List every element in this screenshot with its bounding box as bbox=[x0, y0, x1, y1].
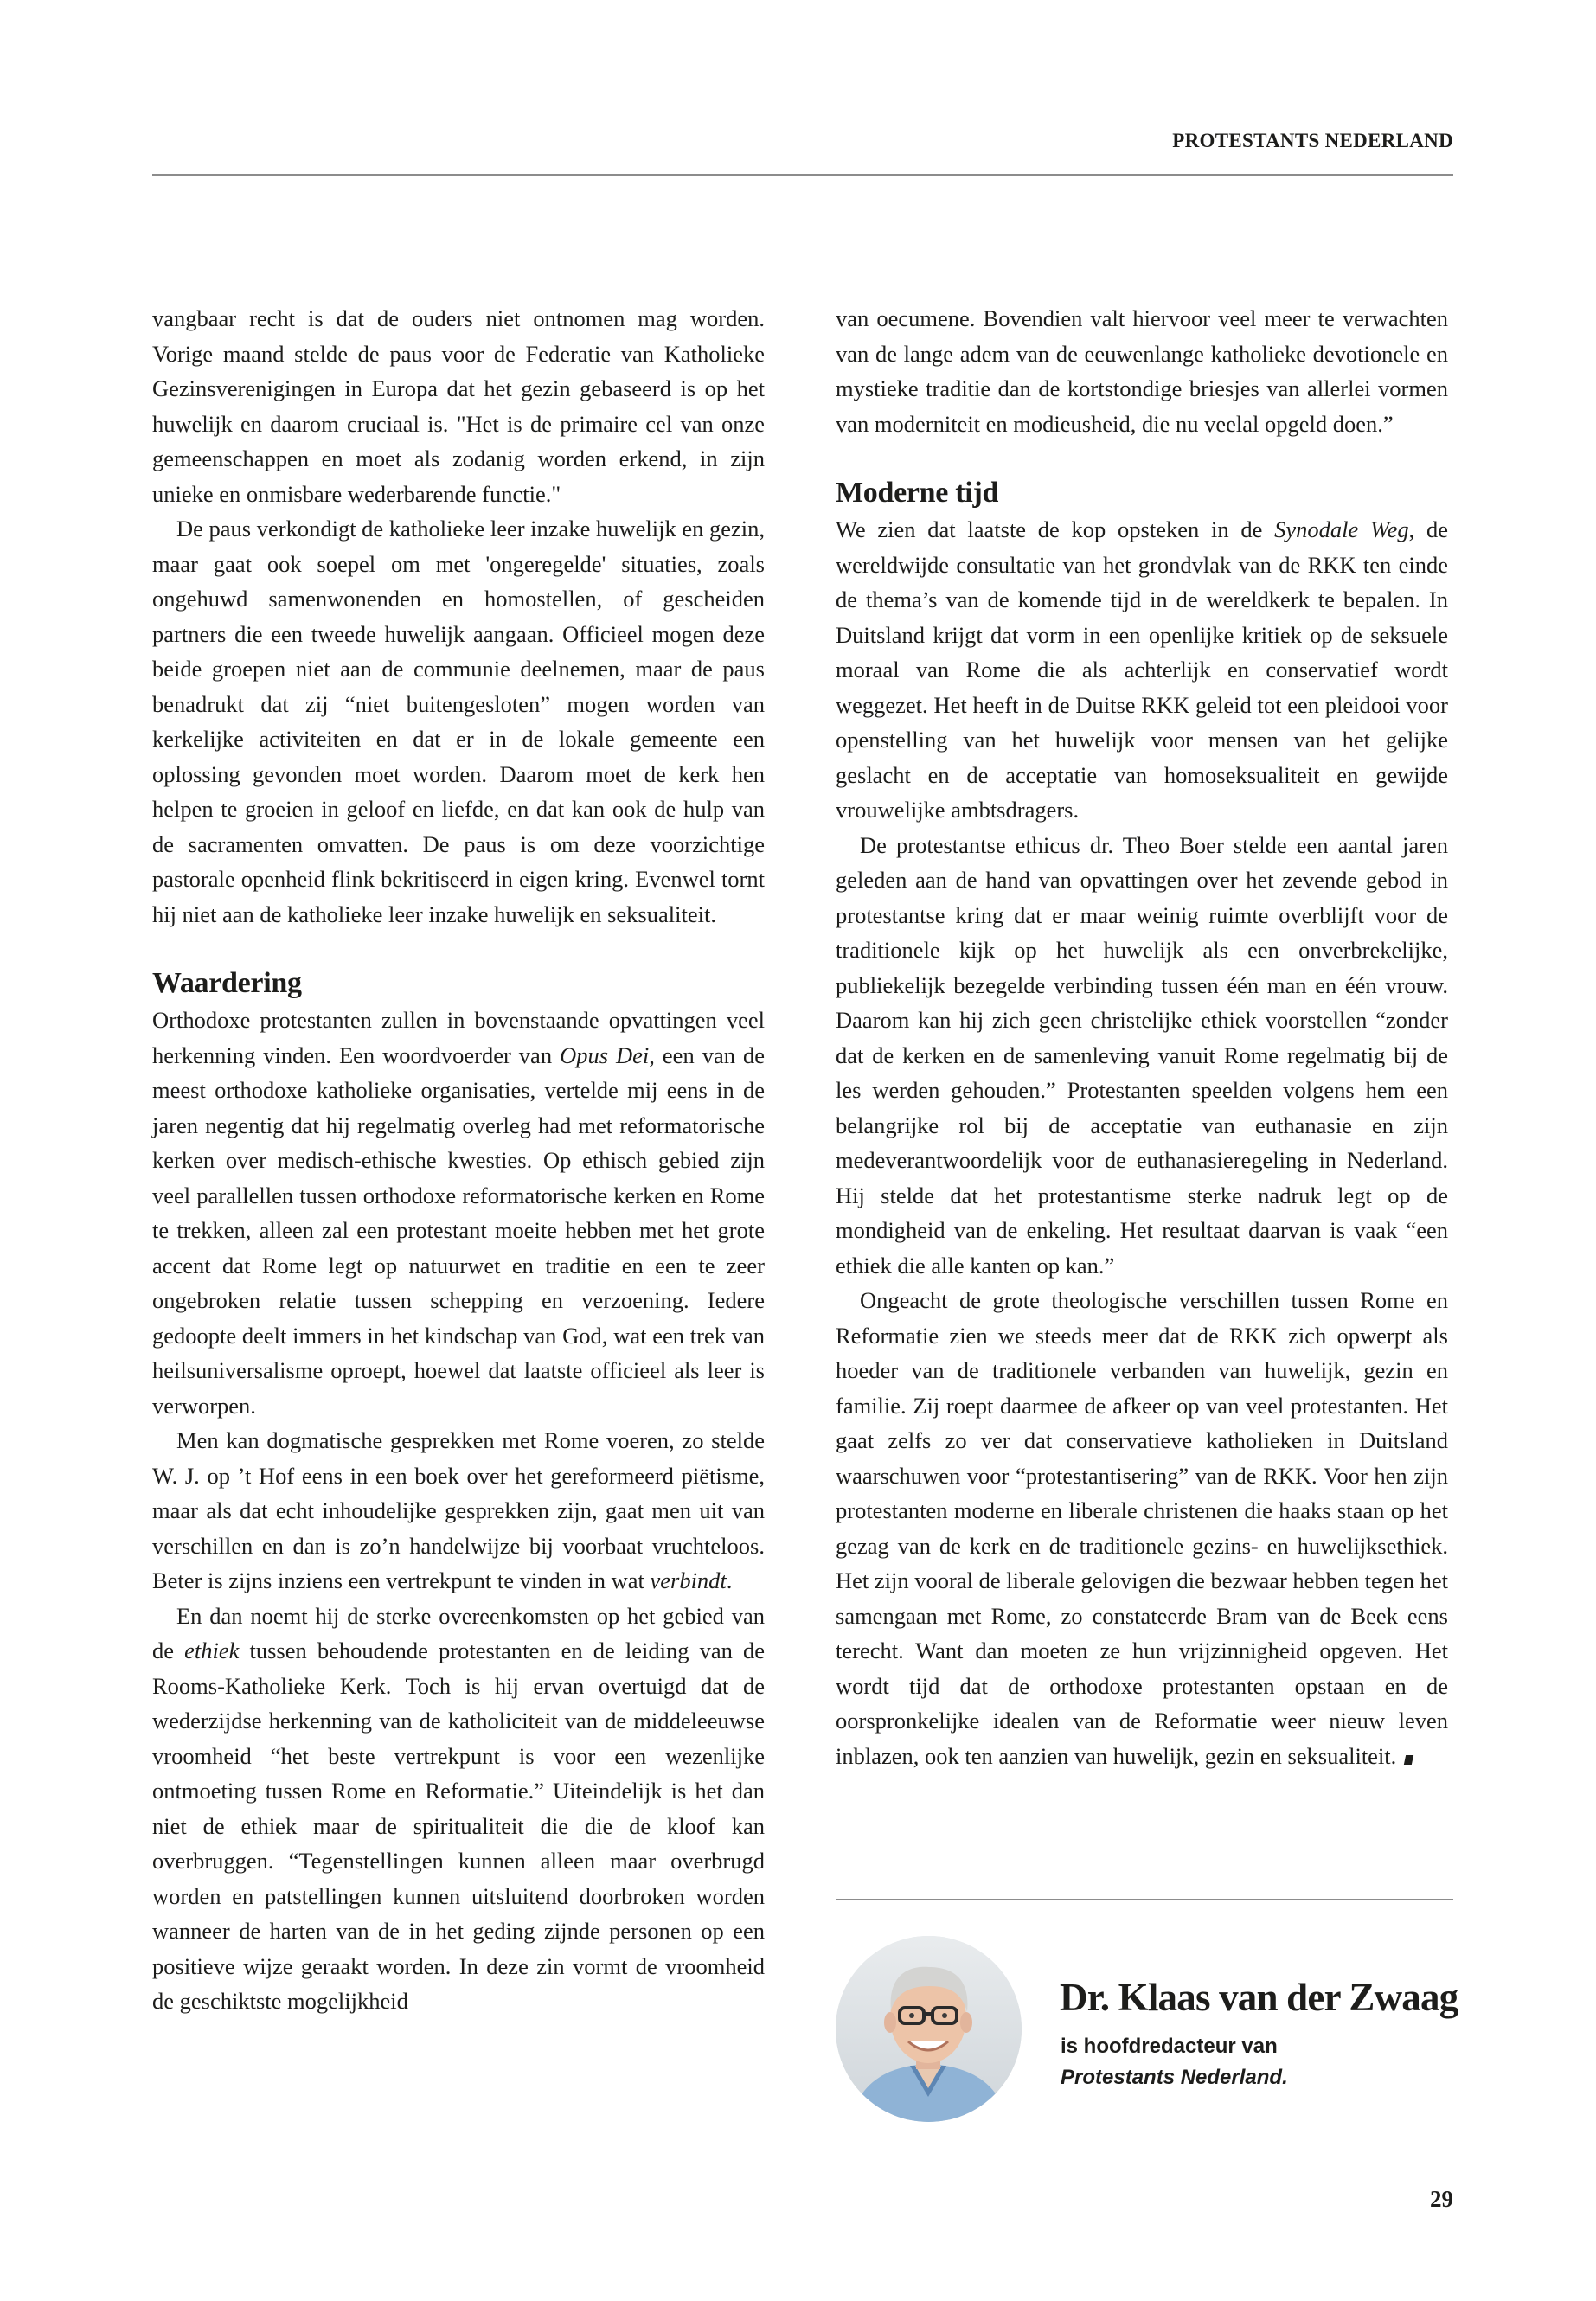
paragraph: van oecumene. Bovendien valt hiervoor veel meer te verwachten van de lange adem van de eeuwenlange katholieke devotionele en mystieke traditie dan de kortstondige briesjes van allerlei vormen van moderniteit en modieusheid, die nu veelal opgeld doen.” bbox=[836, 305, 1448, 437]
author-divider bbox=[836, 1899, 1453, 1900]
author-photo bbox=[836, 1936, 1022, 2122]
author-name: Dr. Klaas van der Zwaag bbox=[1060, 1976, 1458, 2019]
author-portrait-illustration bbox=[836, 1936, 1022, 2122]
paragraph: Ongeacht de grote theologische verschillen tussen Rome en Reformatie zien we steeds meer dat de RKK zich opwerpt als hoeder van de traditionele verbanden van huwelijk, gezin en familie. Zij roept daarmee de afkeer op van veel protestanten. Het gaat zelfs zo ver dat conservatieve katholieken in Duitsland waarschuwen voor “protestantisering” van de RKK. Voor hen zijn protestanten moderne en liberale christenen die haaks staan op het gezag van de kerk en de traditionele gezins- en huwelijksethiek. Het zijn vooral de liberale gelovigen die bezwaar hebben tegen het samengaan met Rome, zo constateerde Bram van de Beek eens terecht. Want dan moeten ze hun vrijzinnigheid opgeven. Het wordt tijd dat de orthodoxe protestanten opstaan en de oorspronkelijke idealen van de Reformatie weer nieuw leven inblazen, ook ten aanzien van huwelijk, gezin en seksualiteit. bbox=[836, 1287, 1448, 1769]
end-of-article-mark bbox=[1404, 1755, 1413, 1765]
author-role-text: is hoofdredacteur van bbox=[1061, 2035, 1278, 2058]
left-column bbox=[152, 301, 765, 2019]
paragraph: Orthodoxe protestanten zullen in bovenstaande opvattingen veel herkenning vinden. Een woordvoerder van Opus Dei, een van de meest orthodoxe katholieke organisaties, vertelde mij eens in de jaren negentig dat hij regelmatig overleg had met reformatorische kerken over medisch-ethische kwesties. Op ethisch gebied zijn veel parallellen tussen orthodoxe reformatorische kerken en Rome te trekken, alleen zal een protestant moeite hebben met het grote accent dat Rome legt op natuurwet en traditie en een te zeer ongebroken relatie tussen schepping en verzoening. Iedere gedoopte deelt immers in het kindschap van God, wat een trek van heilsuniversalisme oproept, hoewel dat laatste officieel als leer is verworpen. bbox=[152, 1007, 765, 1419]
header-divider bbox=[152, 174, 1453, 176]
paragraph: Men kan dogmatische gesprekken met Rome voeren, zo stelde W. J. op ’t Hof eens in een boek over het gereformeerd piëtisme, maar als dat echt inhoudelijke gesprekken zijn, gaat men uit van verschillen en dan is zo’n handelwijze bij voorbaat vruchteloos. Beter is zijns inziens een vertrekpunt te vinden in wat verbindt. bbox=[152, 1427, 765, 1593]
right-column bbox=[836, 301, 1448, 1773]
paragraph: De paus verkondigt de katholieke leer inzake huwelijk en gezin, maar gaat ook soepel om met 'ongeregelde' situaties, zoals ongehuwd samenwonenden en homostellen, of gescheiden partners die een tweede huwelijk aangaan. Officieel mogen deze beide groepen niet aan de communie deelnemen, maar de paus benadrukt dat zij “niet buitengesloten” mogen worden van kerkelijke activiteiten en dat er in de lokale gemeente een oplossing gevonden moet worden. Daarom moet de kerk hen helpen te groeien in geloof en liefde, en dat kan ook de hulp van de sacramenten omvatten. De paus is om deze voorzichtige pastorale openheid flink bekritiseerd in eigen kring. Evenwel tornt hij niet aan de katholieke leer inzake huwelijk en seksualiteit. bbox=[152, 516, 765, 927]
page-number: 29 bbox=[1430, 2186, 1453, 2212]
section-heading-waardering: Waardering bbox=[152, 967, 302, 999]
paragraph: We zien dat laatste de kop opsteken in de Synodale Weg, de wereldwijde consultatie van het grondvlak van de RKK ten einde de thema’s van de komende tijd in de wereldkerk te bepalen. In Duitsland krijgt dat vorm in een openlijke kritiek op de seksuele moraal van Rome die als achterlijk en conservatief wordt weggezet. Het heeft in de Duitse RKK geleid tot een pleidooi voor openstelling van het huwelijk voor mensen van het gelijke geslacht en de acceptatie van homoseksualiteit en gewijde vrouwelijke ambtsdragers. bbox=[836, 516, 1449, 823]
author-publication: Protestants Nederland. bbox=[1061, 2066, 1288, 2089]
publication-name: PROTESTANTS NEDERLAND bbox=[1172, 130, 1453, 151]
section-heading-moderne-tijd: Moderne tijd bbox=[836, 477, 999, 509]
paragraph: vangbaar recht is dat de ouders niet ontnomen mag worden. Vorige maand stelde de paus voor de Federatie van Katholieke Gezinsverenigingen in Europa dat het gezin gebaseerd is op het huwelijk en daarom cruciaal is. "Het is de primaire cel van onze gemeenschappen en moet als zodanig worden erkend, in zijn unieke en onmisbare wederbarende functie." bbox=[152, 305, 765, 507]
paragraph: En dan noemt hij de sterke overeenkomsten op het gebied van de ethiek tussen behoudende protestanten en de leiding van de Rooms-Katholieke Kerk. Toch is hij ervan overtuigd dat de wederzijdse herkenning van de katholiciteit van de middeleeuwse vroomheid “het beste vertrekpunt is voor een wezenlijke ontmoeting tussen Rome en Reformatie.” Uiteindelijk is het dan niet de ethiek maar de spiritualiteit die die de kloof kan overbruggen. “Tegenstellingen kunnen alleen maar overbrugd worden en patstellingen kunnen uitsluitend doorbroken worden wanneer de harten van de in het geding zijnde personen op een positieve wijze geraakt worden. In deze zin vormt de vroomheid de geschiktste mogelijkheid bbox=[152, 1602, 765, 2014]
paragraph: De protestantse ethicus dr. Theo Boer stelde een aantal jaren geleden aan de hand van opvattingen over het zevende gebod in protestantse kring dat er maar weinig ruimte overblijft voor de traditionele kijk op het huwelijk als een onverbrekelijke, publiekelijk bezegelde verbinding tussen één man en één vrouw. Daarom kan hij zich geen christelijke ethiek voorstellen “zonder dat de kerken en de samenleving vanuit Rome regelmatig bij de les werden gehouden.” Protestanten speelden volgens hem een belangrijke rol bij de acceptatie van euthanasie en zijn medeverantwoordelijk voor de euthanasieregeling in Nederland. Hij stelde dat het protestantisme sterke nadruk legt op de mondigheid van de enkeling. Het resultaat daarvan is vaak “een ethiek die alle kanten op kan.” bbox=[836, 831, 1448, 1279]
author-role bbox=[1061, 2031, 1288, 2093]
